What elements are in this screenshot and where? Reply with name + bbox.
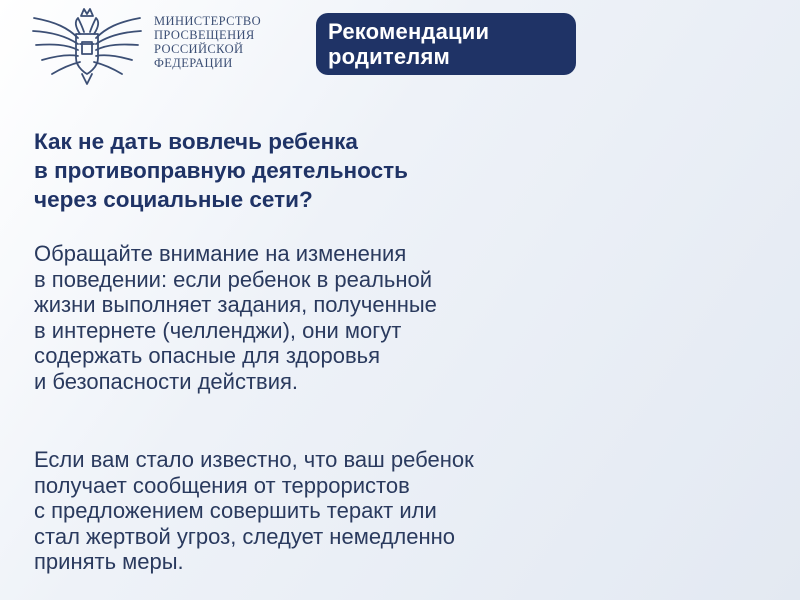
badge-line: родителям — [328, 44, 450, 69]
paragraph-line: в поведении: если ребенок в реальной — [34, 266, 433, 292]
ministry-emblem-icon — [28, 4, 146, 86]
paragraph-line: Если вам стало известно, что ваш ребенок — [34, 447, 474, 472]
paragraph-line: принять меры. — [34, 549, 184, 574]
paragraph-line: в интернете (челленджи), они могут — [34, 317, 402, 343]
title-line: в противоправную деятельность — [34, 158, 408, 183]
ministry-name-line: ФЕДЕРАЦИИ — [154, 56, 233, 70]
ministry-name-line: ПРОСВЕЩЕНИЯ — [154, 28, 255, 42]
ministry-name-line: РОССИЙСКОЙ — [154, 42, 244, 56]
page-title — [34, 127, 408, 214]
recommendations-badge — [316, 13, 576, 75]
paragraph-line: содержать опасные для здоровья — [34, 343, 381, 368]
title-line: через социальные сети? — [34, 187, 313, 212]
paragraph-line: Обращайте внимание на изменения — [34, 241, 407, 266]
paragraph-behavior-changes — [34, 241, 437, 394]
ministry-name-line: МИНИСТЕРСТВО — [154, 14, 262, 28]
paragraph-line: стал жертвой угроз, следует немедленно — [34, 523, 456, 549]
ministry-name — [154, 14, 261, 70]
paragraph-line: и безопасности действия. — [34, 368, 299, 394]
paragraph-take-measures — [34, 447, 474, 575]
paragraph-line: с предложением совершить теракт или — [34, 498, 437, 523]
title-line: Как не дать вовлечь ребенка — [34, 129, 358, 154]
paragraph-line: получает сообщения от террористов — [34, 472, 410, 498]
badge-line: Рекомендации — [328, 19, 490, 44]
paragraph-line: жизни выполняет задания, полученные — [34, 292, 437, 317]
